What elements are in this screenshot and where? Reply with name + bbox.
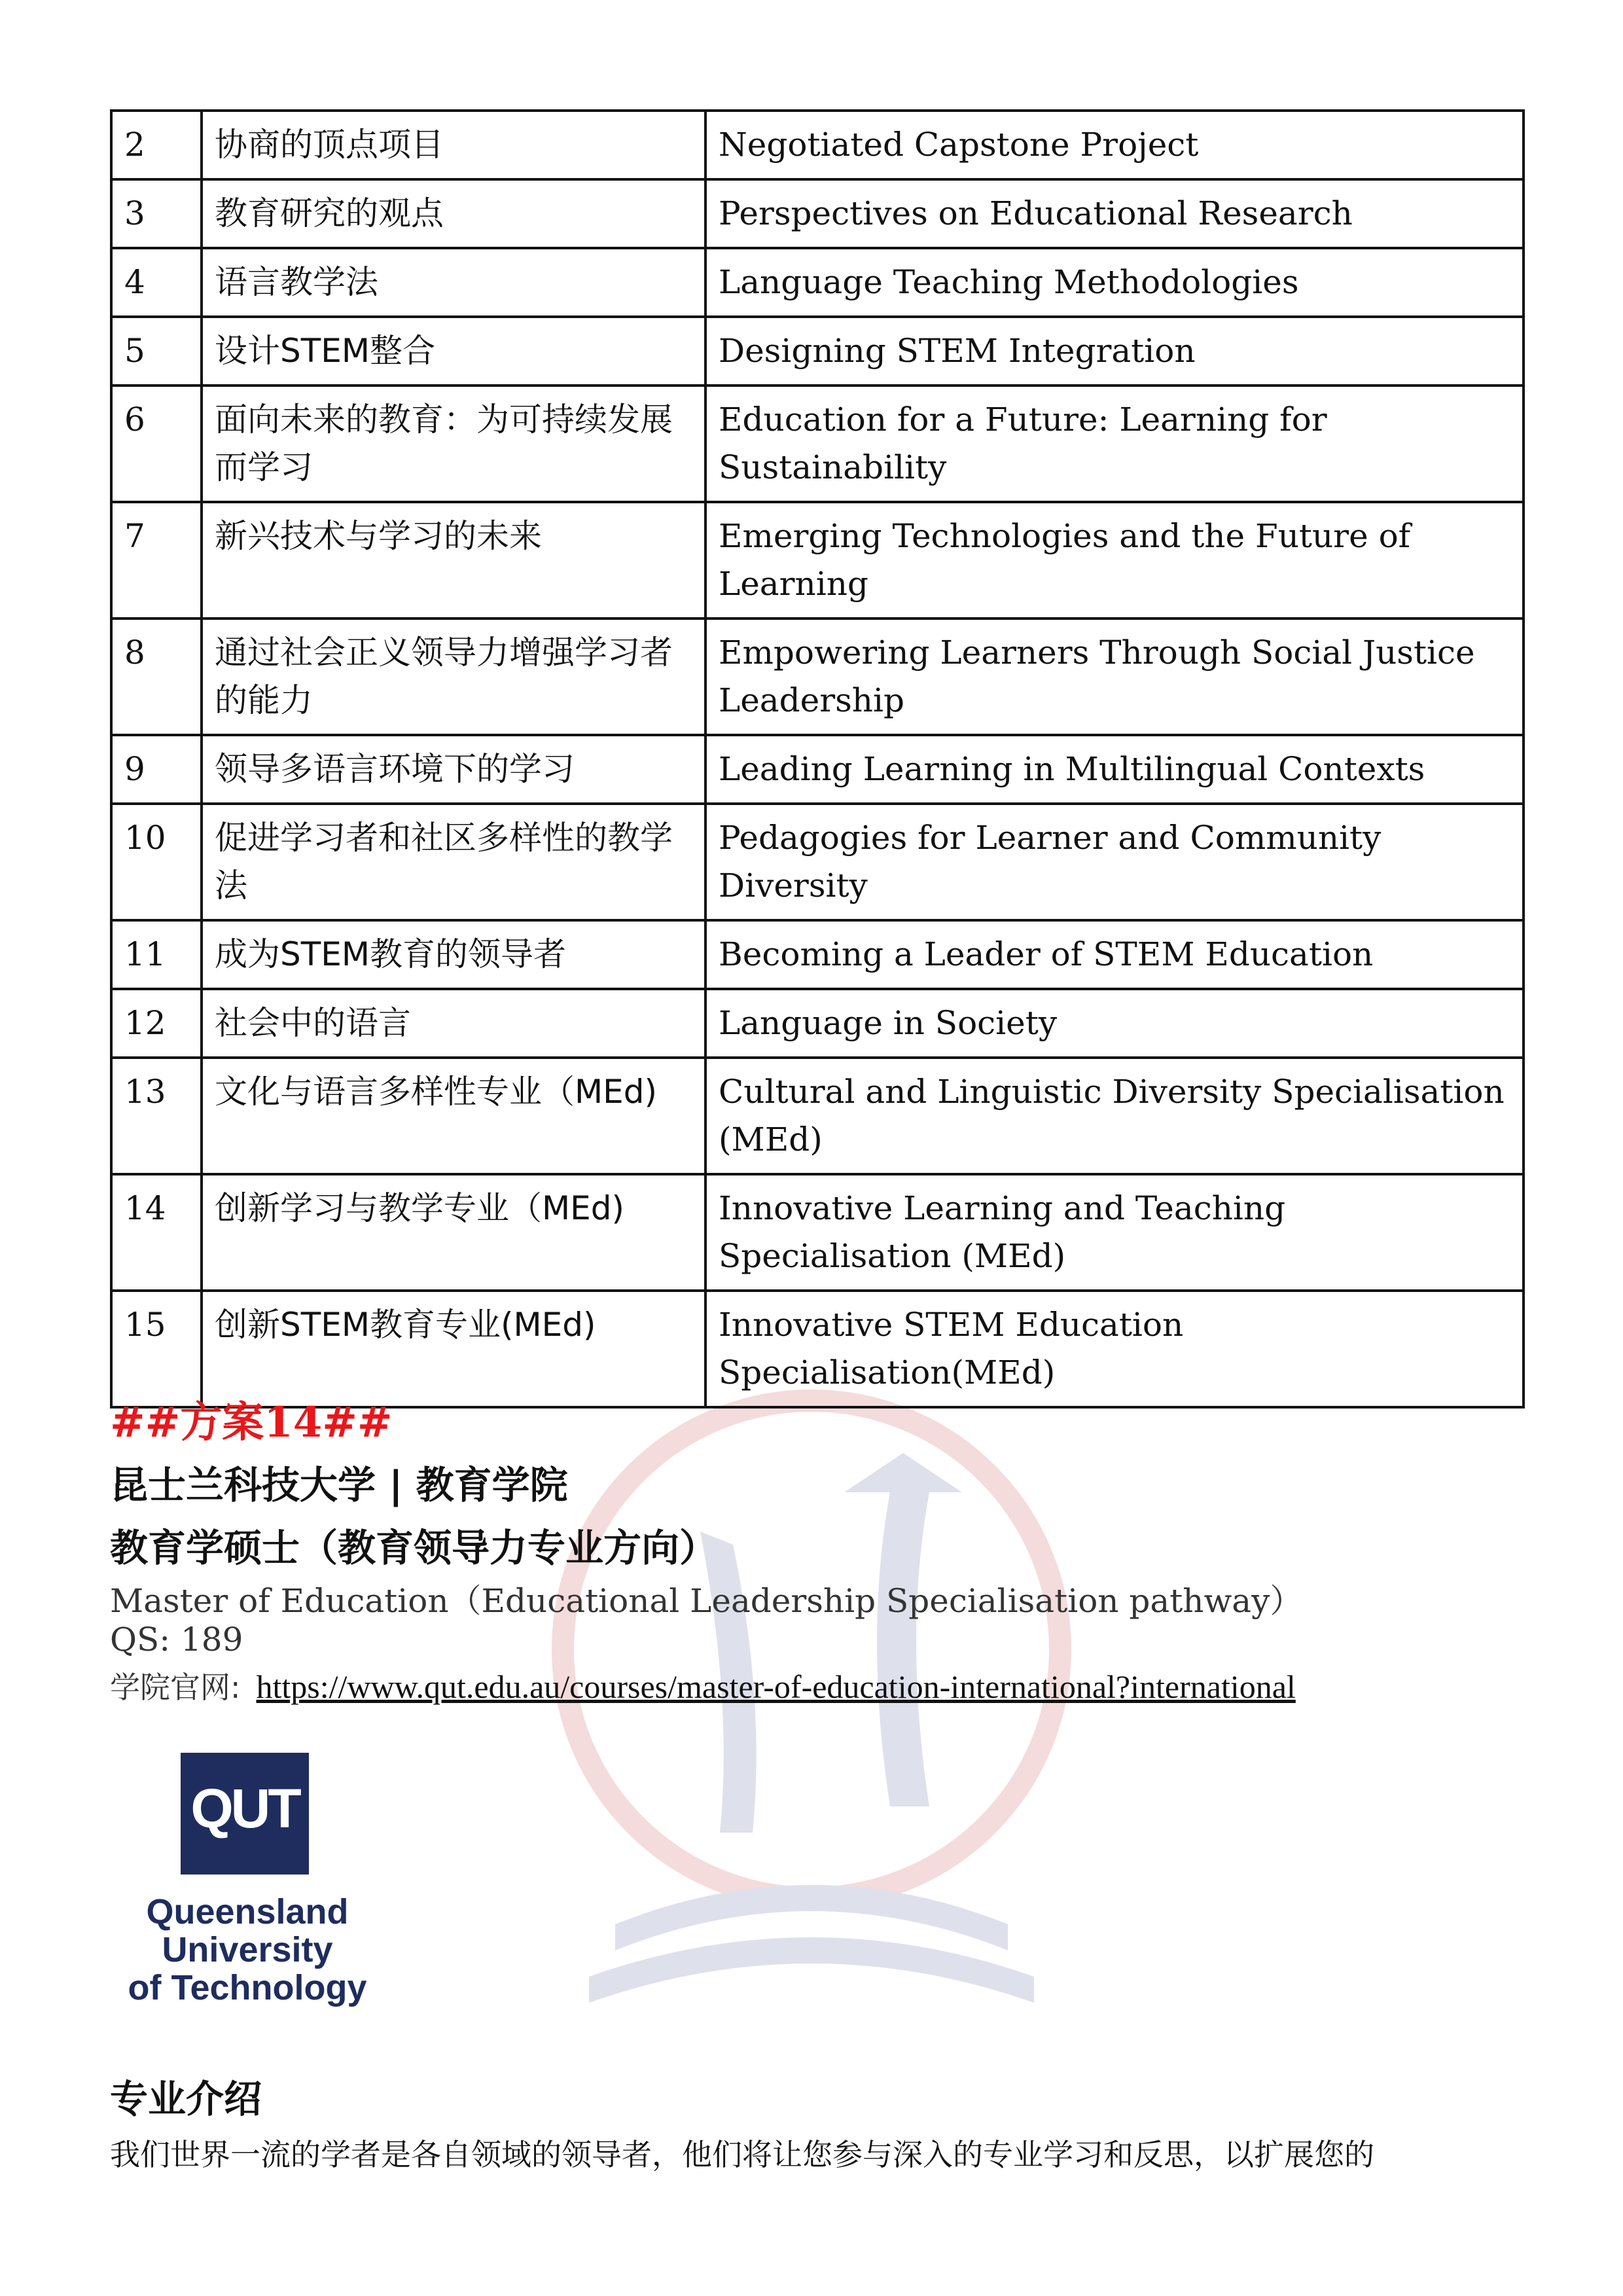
qut-logo <box>110 1741 385 2016</box>
degree-title-zh: 教育学硕士（教育领导力专业方向） <box>110 1526 718 1570</box>
course-name-en: Negotiated Capstone Project <box>705 111 1524 179</box>
course-name-en: Emerging Technologies and the Future of Learning <box>705 502 1524 619</box>
website-line <box>110 1664 1550 1707</box>
table-row <box>111 111 1524 179</box>
website-label: 学院官网: <box>110 1670 241 1705</box>
course-name-zh: 文化与语言多样性专业（MEd) <box>202 1058 705 1174</box>
table-row <box>111 989 1524 1058</box>
course-name-en: Language Teaching Methodologies <box>705 248 1524 317</box>
course-number: 12 <box>111 989 202 1058</box>
course-number: 2 <box>111 111 202 179</box>
course-name-en: Innovative Learning and Teaching Specialisation (MEd) <box>705 1174 1524 1291</box>
table-row <box>111 1174 1524 1291</box>
plan-tag: ##方案14## <box>110 1398 393 1447</box>
table-row <box>111 502 1524 619</box>
course-name-zh: 新兴技术与学习的未来 <box>202 502 705 619</box>
course-name-en: Language in Society <box>705 989 1524 1058</box>
university-title: 昆士兰科技大学 | 教育学院 <box>110 1463 568 1507</box>
course-number: 3 <box>111 179 202 248</box>
course-number: 11 <box>111 920 202 989</box>
course-name-zh: 创新学习与教学专业（MEd) <box>202 1174 705 1291</box>
table-row <box>111 735 1524 804</box>
course-name-en: Perspectives on Educational Research <box>705 179 1524 248</box>
course-number: 8 <box>111 619 202 735</box>
course-name-zh: 设计STEM整合 <box>202 317 705 386</box>
qs-ranking: QS: 189 <box>110 1621 243 1659</box>
course-name-zh: 语言教学法 <box>202 248 705 317</box>
qut-logo-line1: Queensland <box>146 1892 349 1931</box>
course-number: 15 <box>111 1291 202 1407</box>
course-name-en: Empowering Learners Through Social Justice Leadership <box>705 619 1524 735</box>
course-name-en: Innovative STEM Education Specialisation(MEd) <box>705 1291 1524 1407</box>
course-name-zh: 成为STEM教育的领导者 <box>202 920 705 989</box>
course-number: 13 <box>111 1058 202 1174</box>
qut-logo-line2: University <box>162 1930 333 1969</box>
course-name-en: Leading Learning in Multilingual Contexts <box>705 735 1524 804</box>
course-name-zh: 教育研究的观点 <box>202 179 705 248</box>
table-row <box>111 248 1524 317</box>
course-name-en: Pedagogies for Learner and Community Diversity <box>705 804 1524 920</box>
course-number: 4 <box>111 248 202 317</box>
qut-logo-mark: QUT <box>181 1753 309 1874</box>
table-row <box>111 804 1524 920</box>
course-number: 9 <box>111 735 202 804</box>
course-number: 5 <box>111 317 202 386</box>
course-name-zh: 社会中的语言 <box>202 989 705 1058</box>
intro-text: 我们世界一流的学者是各自领域的领导者，他们将让您参与深入的专业学习和反思，以扩展您的 <box>110 2137 1374 2172</box>
table-row <box>111 386 1524 502</box>
website-link[interactable]: https://www.qut.edu.au/courses/master-of-education-international?international <box>256 1668 1296 1705</box>
qut-logo-line3: of Technology <box>128 1968 367 2007</box>
course-name-en: Designing STEM Integration <box>705 317 1524 386</box>
course-name-zh: 面向未来的教育：为可持续发展而学习 <box>202 386 705 502</box>
table-row <box>111 1058 1524 1174</box>
course-name-en: Becoming a Leader of STEM Education <box>705 920 1524 989</box>
course-name-zh: 协商的顶点项目 <box>202 111 705 179</box>
course-number: 6 <box>111 386 202 502</box>
course-name-en: Cultural and Linguistic Diversity Specialisation (MEd) <box>705 1058 1524 1174</box>
course-name-zh: 促进学习者和社区多样性的教学法 <box>202 804 705 920</box>
intro-heading: 专业介绍 <box>110 2077 262 2121</box>
course-name-zh: 通过社会正义领导力增强学习者的能力 <box>202 619 705 735</box>
table-row <box>111 317 1524 386</box>
course-name-zh: 创新STEM教育专业(MEd) <box>202 1291 705 1407</box>
course-name-en: Education for a Future: Learning for Sustainability <box>705 386 1524 502</box>
course-table <box>110 109 1525 1408</box>
course-number: 14 <box>111 1174 202 1291</box>
course-name-zh: 领导多语言环境下的学习 <box>202 735 705 804</box>
qut-logo-name <box>110 1893 385 2007</box>
table-row <box>111 920 1524 989</box>
course-number: 7 <box>111 502 202 619</box>
table-row <box>111 179 1524 248</box>
table-row <box>111 619 1524 735</box>
course-number: 10 <box>111 804 202 920</box>
degree-title-en: Master of Education（Educational Leadership Specialisation pathway） <box>110 1582 1303 1620</box>
